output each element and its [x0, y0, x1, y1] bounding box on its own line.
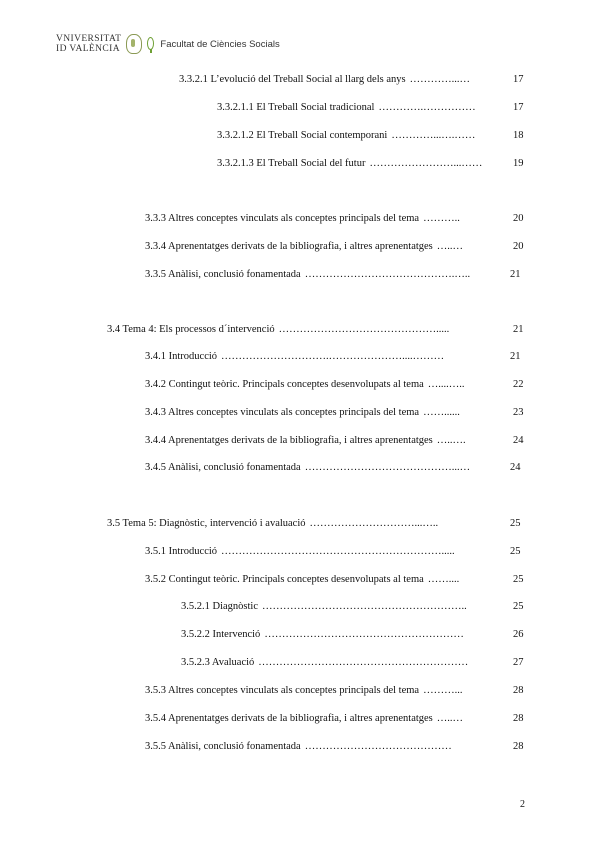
- toc-entry-title: 3.4.5 Anàlisi, conclusió fonamentada: [145, 462, 301, 473]
- toc-entry-page: 25: [510, 546, 521, 557]
- toc-entry[interactable]: [145, 461, 470, 475]
- toc-entry[interactable]: [181, 656, 468, 670]
- toc-entry-title: 3.5.5 Anàlisi, conclusió fonamentada: [145, 741, 301, 752]
- toc-entry[interactable]: [217, 101, 476, 115]
- toc-entry-page: 20: [513, 241, 524, 252]
- toc-entry-title: 3.3.2.1.3 El Treball Social del futur: [217, 158, 366, 169]
- toc-entry[interactable]: [145, 573, 459, 587]
- toc-leader-dots: ……………………………………: [304, 741, 452, 752]
- toc-entry[interactable]: [181, 600, 467, 614]
- toc-entry[interactable]: [145, 684, 462, 698]
- toc-entry[interactable]: [217, 157, 482, 171]
- toc-entry[interactable]: [145, 350, 444, 364]
- toc-leader-dots: …..…: [436, 241, 464, 252]
- page-number: 2: [520, 799, 525, 810]
- toc-leader-dots: …………...…: [409, 74, 470, 85]
- toc-entry-page: 21: [510, 351, 521, 362]
- toc-leader-dots: ……………………………………….....: [278, 324, 450, 335]
- toc-leader-dots: …………...….……: [391, 130, 476, 141]
- toc-entry[interactable]: [107, 323, 449, 337]
- toc-entry-title: 3.4.2 Contingut teòric. Principals conceptes desenvolupats al tema: [145, 379, 424, 390]
- page-header: [56, 32, 280, 56]
- faculty-leaf-icon: [145, 35, 156, 53]
- toc-leader-dots: ……....: [427, 574, 460, 585]
- faculty-name: Facultat de Ciències Socials: [160, 38, 280, 50]
- toc-entry-title: 3.3.5 Anàlisi, conclusió fonamentada: [145, 269, 301, 280]
- toc-entry-page: 17: [513, 74, 524, 85]
- toc-entry[interactable]: [145, 712, 463, 726]
- toc-entry-title: 3.3.2.1 L’evolució del Treball Social al llarg dels anys: [179, 74, 406, 85]
- toc-entry-title: 3.3.2.1.2 El Treball Social contemporani: [217, 130, 388, 141]
- toc-entry-title: 3.4.3 Altres conceptes vinculats als conceptes principals del tema: [145, 407, 420, 418]
- toc-entry-title: 3.4 Tema 4: Els processos d´intervenció: [107, 324, 275, 335]
- toc-entry-title: 3.5.2.1 Diagnòstic: [181, 601, 258, 612]
- toc-entry[interactable]: [145, 434, 466, 448]
- toc-entry-title: 3.5.2.2 Intervenció: [181, 629, 261, 640]
- toc-leader-dots: …………………………………………………..: [262, 601, 467, 612]
- toc-entry-page: 20: [513, 213, 524, 224]
- university-name-line1: VNIVERSITAT: [56, 34, 122, 44]
- toc-entry-page: 23: [513, 407, 524, 418]
- university-seal-icon: [126, 34, 142, 54]
- toc-entry-page: 22: [513, 379, 524, 390]
- toc-leader-dots: …..….: [436, 435, 466, 446]
- toc-entry-page: 25: [513, 601, 524, 612]
- toc-entry-title: 3.5.4 Aprenentatges derivats de la bibliografia, i altres aprenentatges: [145, 713, 433, 724]
- toc-entry-page: 25: [510, 518, 521, 529]
- toc-entry-title: 3.5.3 Altres conceptes vinculats als conceptes principals del tema: [145, 685, 420, 696]
- toc-entry[interactable]: [181, 628, 464, 642]
- toc-entry[interactable]: [217, 129, 475, 143]
- toc-entry[interactable]: [179, 73, 470, 87]
- toc-leader-dots: ……………………………………………………: [258, 657, 469, 668]
- toc-entry-page: 28: [513, 741, 524, 752]
- toc-leader-dots: ……………………...……: [369, 158, 483, 169]
- toc-entry[interactable]: [145, 406, 460, 420]
- toc-leader-dots: ………..: [423, 213, 460, 224]
- toc-entry-title: 3.5 Tema 5: Diagnòstic, intervenció i avaluació: [107, 518, 306, 529]
- toc-leader-dots: ………...: [423, 685, 463, 696]
- toc-entry-page: 26: [513, 629, 524, 640]
- toc-entry[interactable]: [145, 212, 460, 226]
- toc-leader-dots: ……………………………………………………….....: [221, 546, 455, 557]
- toc-entry-title: 3.3.2.1.1 El Treball Social tradicional: [217, 102, 375, 113]
- toc-entry-title: 3.5.1 Introducció: [145, 546, 218, 557]
- toc-leader-dots: ……......: [423, 407, 460, 418]
- toc-entry[interactable]: [145, 378, 465, 392]
- toc-leader-dots: ……………………………………...…: [304, 462, 471, 473]
- toc-entry-page: 19: [513, 158, 524, 169]
- toc-entry[interactable]: [145, 268, 470, 282]
- toc-entry-page: 21: [513, 324, 524, 335]
- toc-entry-title: 3.3.4 Aprenentatges derivats de la bibliografia, i altres aprenentatges: [145, 241, 433, 252]
- toc-entry-title: 3.3.3 Altres conceptes vinculats als conceptes principals del tema: [145, 213, 420, 224]
- university-name-line2: ID VALÈNCIA: [56, 44, 120, 54]
- toc-entry-title: 3.5.2 Contingut teòric. Principals conceptes desenvolupats al tema: [145, 574, 424, 585]
- toc-entry-page: 25: [513, 574, 524, 585]
- toc-entry-page: 28: [513, 713, 524, 724]
- toc-entry[interactable]: [145, 740, 452, 754]
- toc-entry-title: 3.4.4 Aprenentatges derivats de la bibliografia, i altres aprenentatges: [145, 435, 433, 446]
- toc-entry-title: 3.4.1 Introducció: [145, 351, 218, 362]
- toc-entry-page: 21: [510, 269, 521, 280]
- toc-entry-page: 17: [513, 102, 524, 113]
- toc-entry-page: 18: [513, 130, 524, 141]
- toc-entry-title: 3.5.2.3 Avaluació: [181, 657, 255, 668]
- toc-leader-dots: ………….……………: [378, 102, 476, 113]
- toc-leader-dots: …....…..: [427, 379, 465, 390]
- toc-entry[interactable]: [145, 240, 463, 254]
- university-name: [56, 34, 121, 54]
- toc-entry-page: 27: [513, 657, 524, 668]
- toc-leader-dots: …………………………………….…..: [304, 269, 471, 280]
- toc-entry-page: 28: [513, 685, 524, 696]
- toc-entry[interactable]: [145, 545, 455, 559]
- toc-entry-page: 24: [510, 462, 521, 473]
- toc-leader-dots: …..…: [436, 713, 464, 724]
- toc-leader-dots: ………………………….…………………....………: [221, 351, 445, 362]
- toc-entry-page: 24: [513, 435, 524, 446]
- toc-leader-dots: …………………………………………………: [264, 629, 464, 640]
- toc-leader-dots: …………………………...…..: [309, 518, 439, 529]
- toc-entry[interactable]: [107, 517, 438, 531]
